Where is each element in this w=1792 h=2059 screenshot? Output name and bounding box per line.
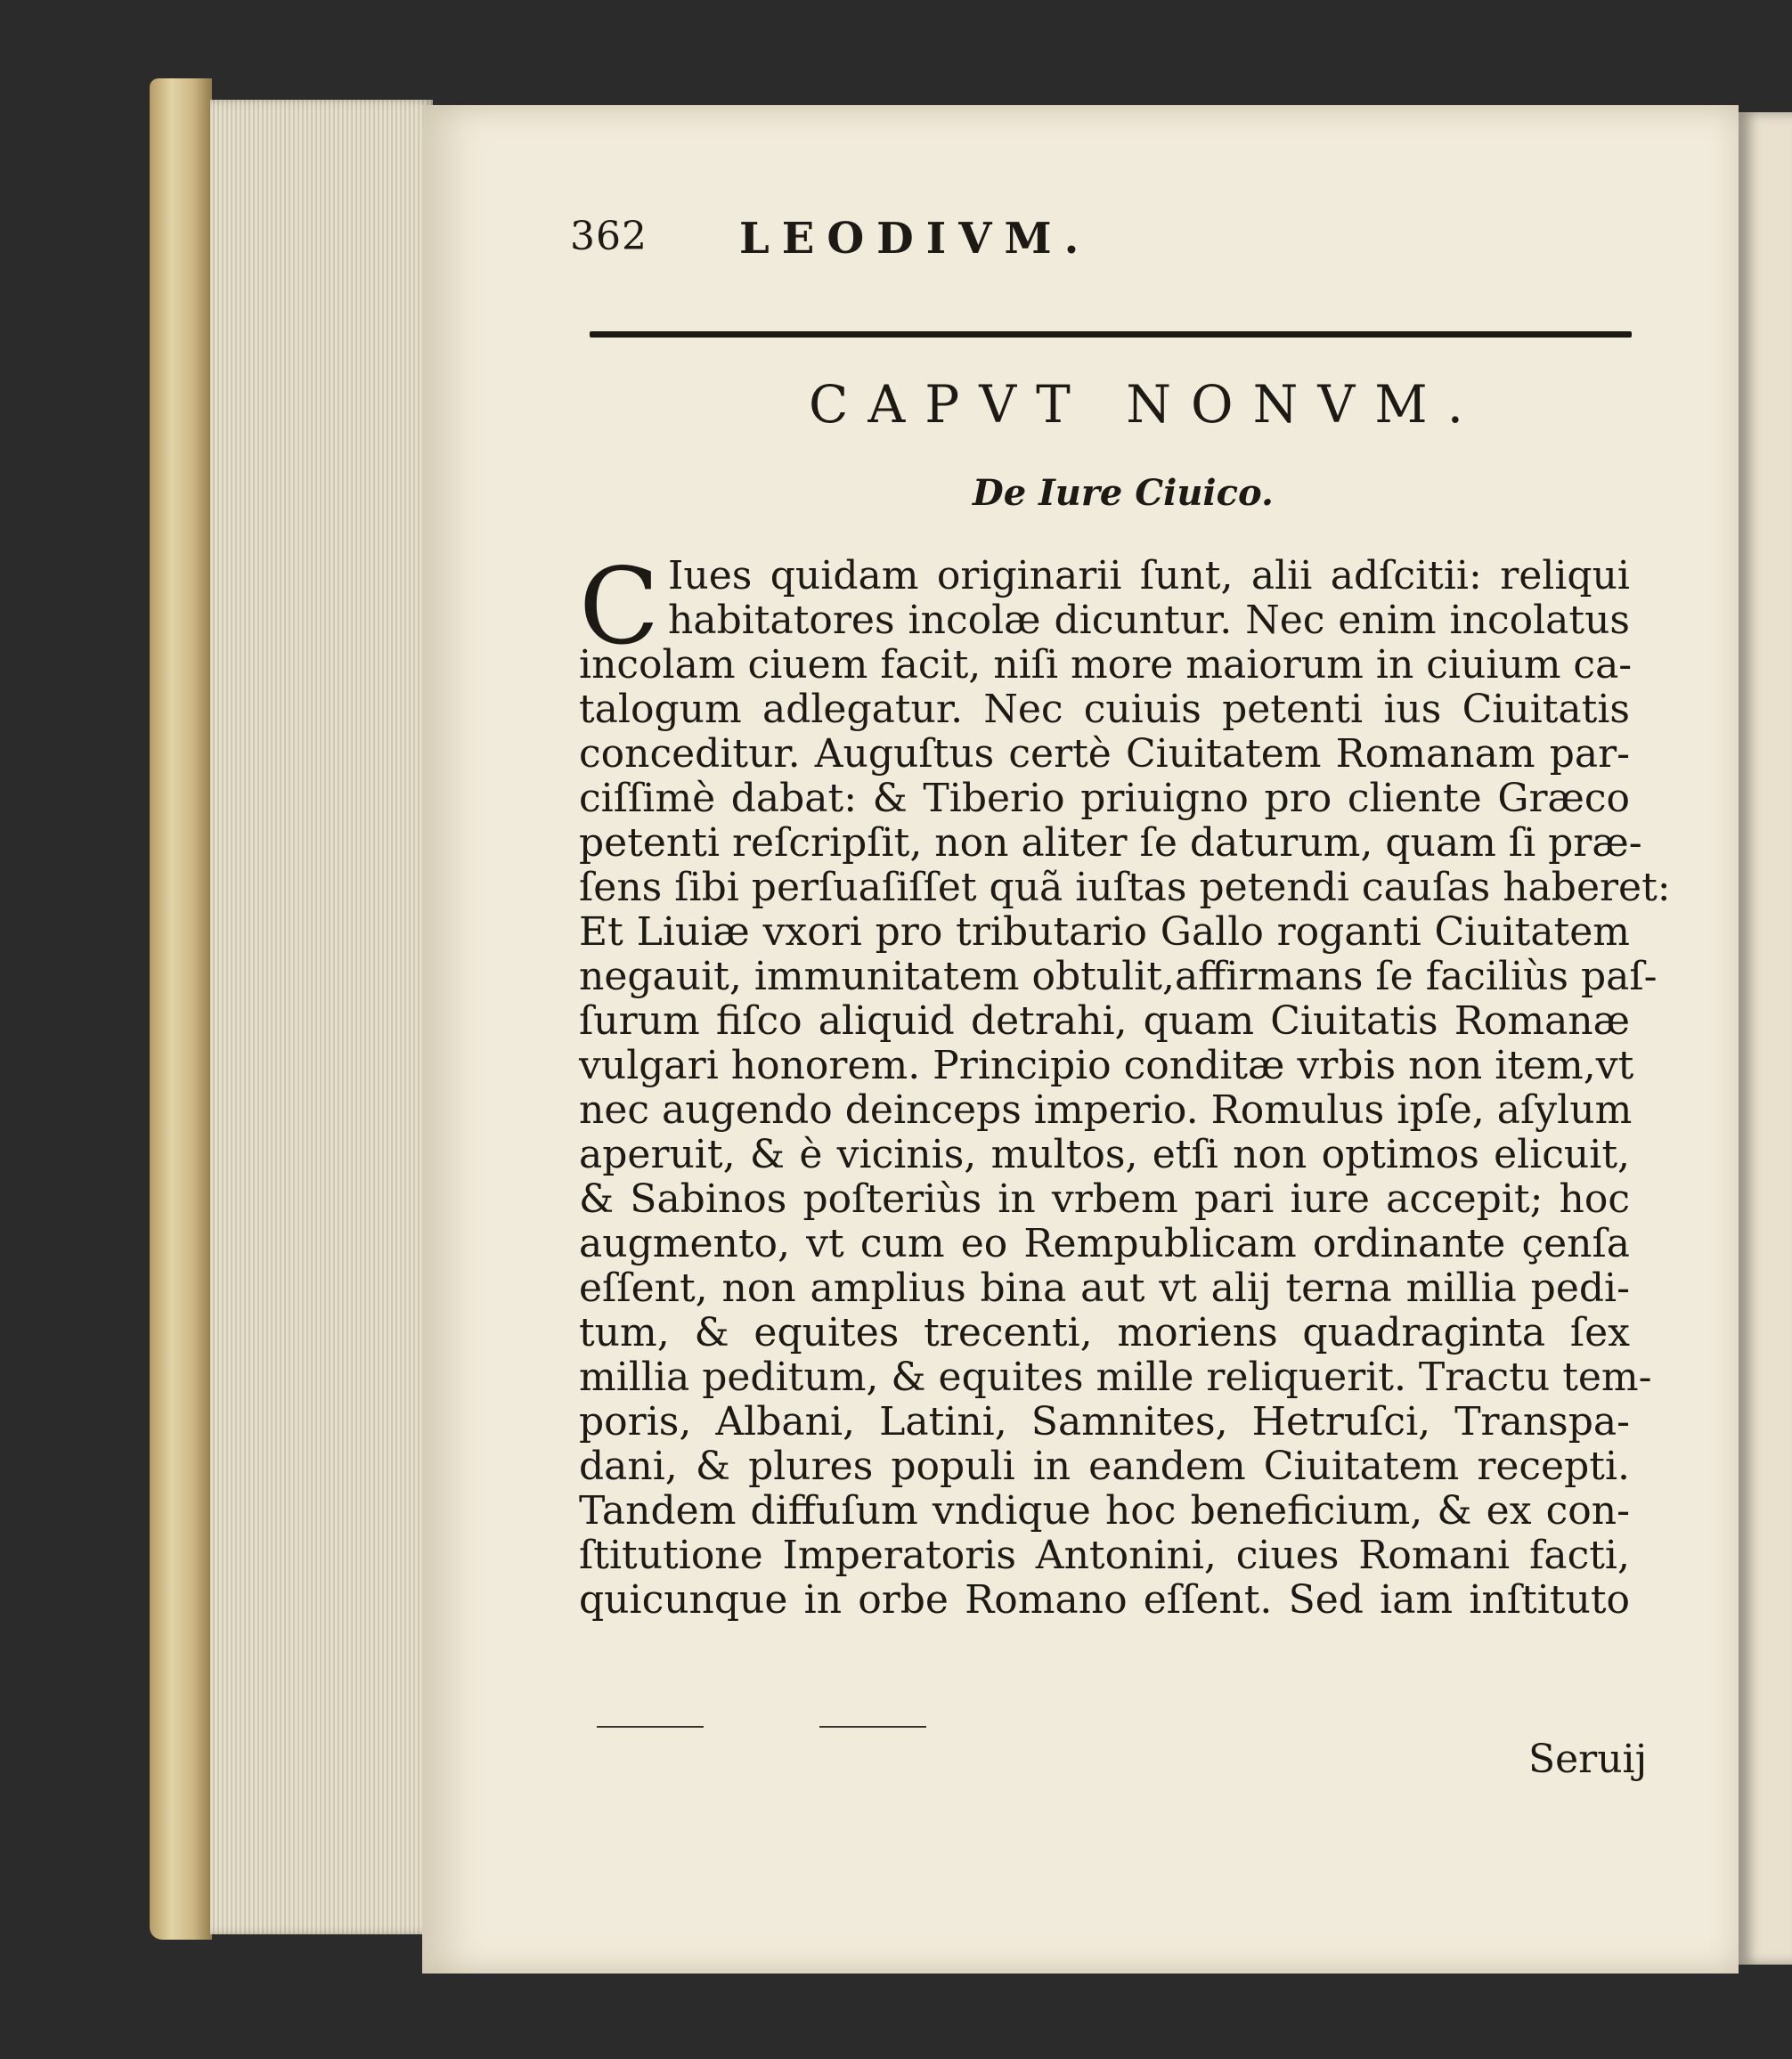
catchword: Seruij <box>1528 1737 1648 1782</box>
text-line: ſurum fiſco aliquid detrahi, quam Ciuitatis Romanæ <box>579 998 1630 1044</box>
text-line: vulgari honorem. Principio conditæ vrbis non item,vt <box>579 1043 1634 1088</box>
page-header <box>570 214 1639 267</box>
page-edges <box>210 100 433 1934</box>
text-line: poris, Albani, Latini, Samnites, Hetruſci, Transpa- <box>579 1399 1630 1445</box>
drop-cap: C <box>579 545 660 668</box>
text-line: eſſent, non amplius bina aut vt alij terna millia pedi- <box>579 1266 1630 1311</box>
text-line: incolam ciuem facit, niſi more maiorum in ciuium ca- <box>579 642 1633 688</box>
text-line: millia peditum, & equites mille reliquerit. Tractu tem- <box>579 1355 1652 1400</box>
chapter-subtitle: De Iure Ciuico. <box>973 472 1274 514</box>
header-rule <box>590 331 1632 338</box>
text-line: habitatores incolæ dicuntur. Nec enim incolatus <box>668 598 1630 643</box>
ink-mark <box>597 1726 704 1728</box>
chapter-title: CAPVT NONVM. <box>809 374 1484 435</box>
text-line: Et Liuiæ vxori pro tributario Gallo roganti Ciuitatem <box>579 909 1630 955</box>
page-number: 362 <box>570 214 648 259</box>
text-line: conceditur. Auguſtus certè Ciuitatem Romanam par- <box>579 731 1630 777</box>
text-line: quicunque in orbe Romano eſſent. Sed iam inſtituto <box>579 1577 1630 1623</box>
body-text <box>579 545 1671 1623</box>
text-line: augmento, vt cum eo Rempublicam ordinante çenſa <box>579 1221 1630 1266</box>
text-line: negauit, immunitatem obtulit,affirmans ſe faciliùs paſ- <box>579 954 1658 999</box>
text-line: tum, & equites trecenti, moriens quadraginta ſex <box>579 1310 1630 1355</box>
text-line: ciſſimè dabat: & Tiberio priuigno pro cliente Græco <box>579 776 1630 821</box>
text-line: petenti reſcripſit, non aliter ſe daturum, quam ſi præ- <box>579 820 1642 866</box>
text-line: ſens ſibi perſuaſiſſet quã iuſtas petendi cauſas haberet: <box>579 865 1671 910</box>
text-line: aperuit, & è vicinis, multos, etſi non optimos elicuit, <box>579 1132 1630 1177</box>
running-head: LEODIVM. <box>739 214 1092 264</box>
text-line: nec augendo deinceps imperio. Romulus ipſe, aſylum <box>579 1087 1633 1133</box>
text-line: ſtitutione Imperatoris Antonini, ciues Romani facti, <box>579 1533 1630 1578</box>
text-line: & Sabinos poſteriùs in vrbem pari iure accepit; hoc <box>579 1176 1630 1222</box>
text-line: dani, & plures populi in eandem Ciuitatem recepti. <box>579 1444 1630 1489</box>
ink-mark <box>819 1726 926 1728</box>
text-line: Iues quidam originarii ſunt, alii adſcitii: reliqui <box>668 553 1630 598</box>
text-line: talogum adlegatur. Nec cuiuis petenti ius Ciuitatis <box>579 687 1630 732</box>
facing-page-edge <box>1739 112 1792 1965</box>
book-spine <box>150 78 212 1940</box>
text-line: Tandem diffuſum vndique hoc beneficium, & ex con- <box>579 1488 1630 1534</box>
